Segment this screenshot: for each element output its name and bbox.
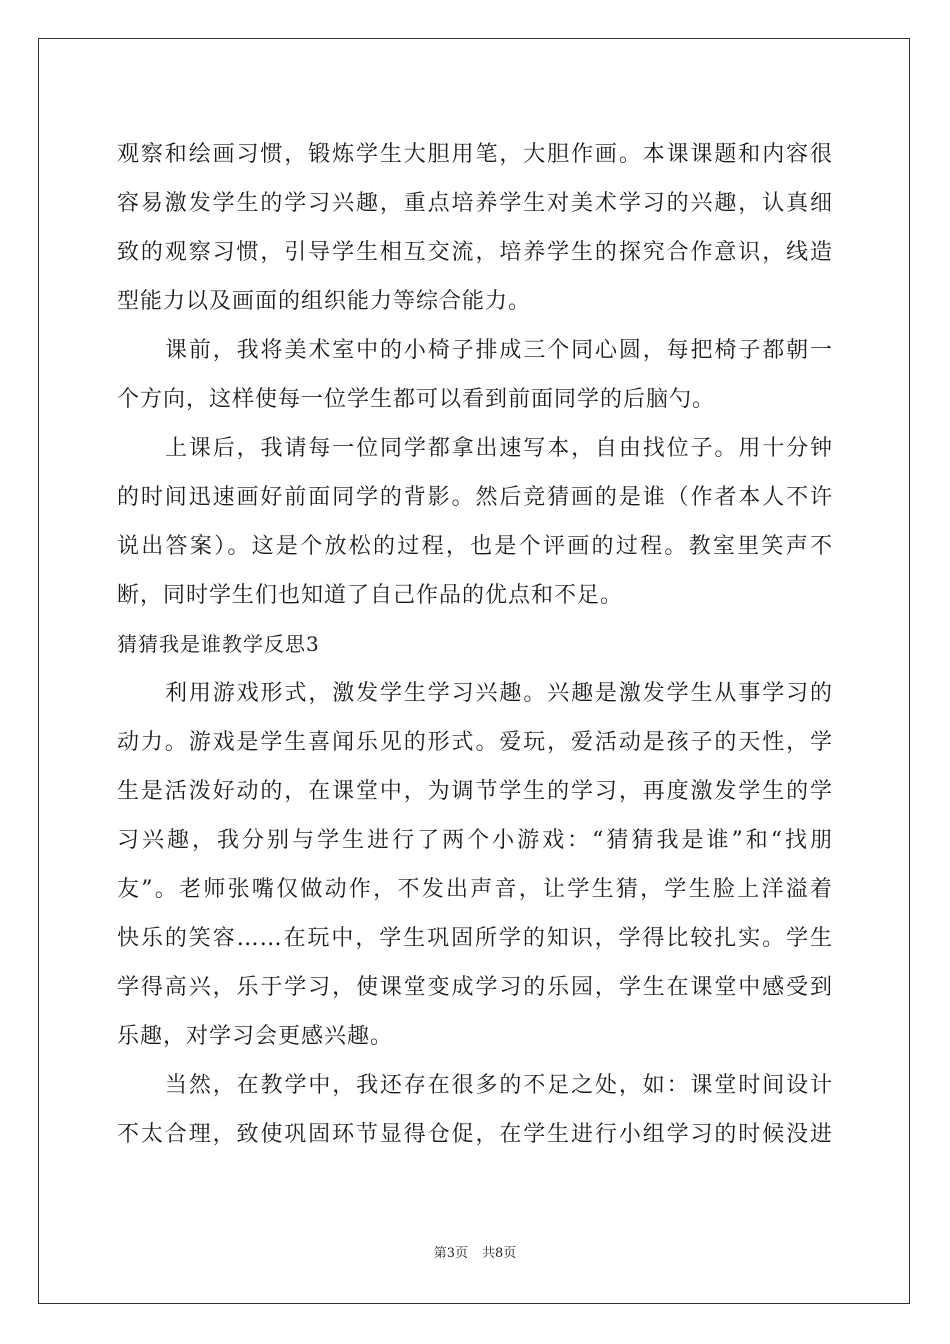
text-line: 个方向，这样使每一位学生都可以看到前面同学的后脑勺。: [117, 387, 716, 412]
section-heading: 猜猜我是谁教学反思3: [117, 632, 320, 656]
text-line: 当然，在教学中，我还存在很多的不足之处，如：课堂时间设计: [165, 1073, 833, 1098]
text-line: 课前，我将美术室中的小椅子排成三个同心圆，每把椅子都朝一: [165, 338, 833, 363]
text-line: 动力。游戏是学生喜闻乐见的形式。爱玩，爱活动是孩子的天性，学: [117, 730, 833, 755]
document-body: [117, 130, 833, 1159]
text-line: 友”。老师张嘴仅做动作，不发出声音，让学生猜，学生脸上洋溢着: [117, 877, 833, 902]
text-line: 型能力以及画面的组织能力等综合能力。: [117, 289, 532, 314]
page-number: 第3页: [433, 1246, 468, 1261]
page-total: 共8页: [482, 1246, 517, 1261]
text-line: 上课后，我请每一位同学都拿出速写本，自由找位子。用十分钟: [165, 436, 833, 461]
paragraph-1: [117, 130, 833, 326]
text-line: 乐趣，对学习会更感兴趣。: [117, 1024, 394, 1049]
text-line: 快乐的笑容……在玩中，学生巩固所学的知识，学得比较扎实。学生: [117, 926, 833, 951]
text-line: 断，同时学生们也知道了自己作品的优点和不足。: [117, 583, 624, 608]
text-line: 学得高兴，乐于学习，使课堂变成学习的乐园，学生在课堂中感受到: [117, 975, 833, 1000]
paragraph-4: [117, 669, 833, 1061]
page-footer: [0, 1242, 950, 1261]
text-line: 利用游戏形式，激发学生学习兴趣。兴趣是激发学生从事学习的: [165, 681, 833, 706]
paragraph-2: [117, 326, 833, 424]
text-line: 的时间迅速画好前面同学的背影。然后竞猜画的是谁（作者本人不许: [117, 485, 833, 510]
paragraph-3: [117, 424, 833, 620]
paragraph-5: [117, 1061, 833, 1159]
text-line: 容易激发学生的学习兴趣，重点培养学生对美术学习的兴趣，认真细: [117, 191, 833, 216]
text-line: 习兴趣，我分别与学生进行了两个小游戏：“猜猜我是谁”和“找朋: [117, 828, 833, 853]
text-line: 观察和绘画习惯，锻炼学生大胆用笔，大胆作画。本课课题和内容很: [117, 142, 833, 167]
text-line: 说出答案）。这是个放松的过程，也是个评画的过程。教室里笑声不: [117, 534, 833, 559]
text-line: 不太合理，致使巩固环节显得仓促，在学生进行小组学习的时候没进: [117, 1122, 833, 1147]
text-line: 致的观察习惯，引导学生相互交流，培养学生的探究合作意识，线造: [117, 240, 833, 265]
text-line: 生是活泼好动的，在课堂中，为调节学生的学习，再度激发学生的学: [117, 779, 833, 804]
